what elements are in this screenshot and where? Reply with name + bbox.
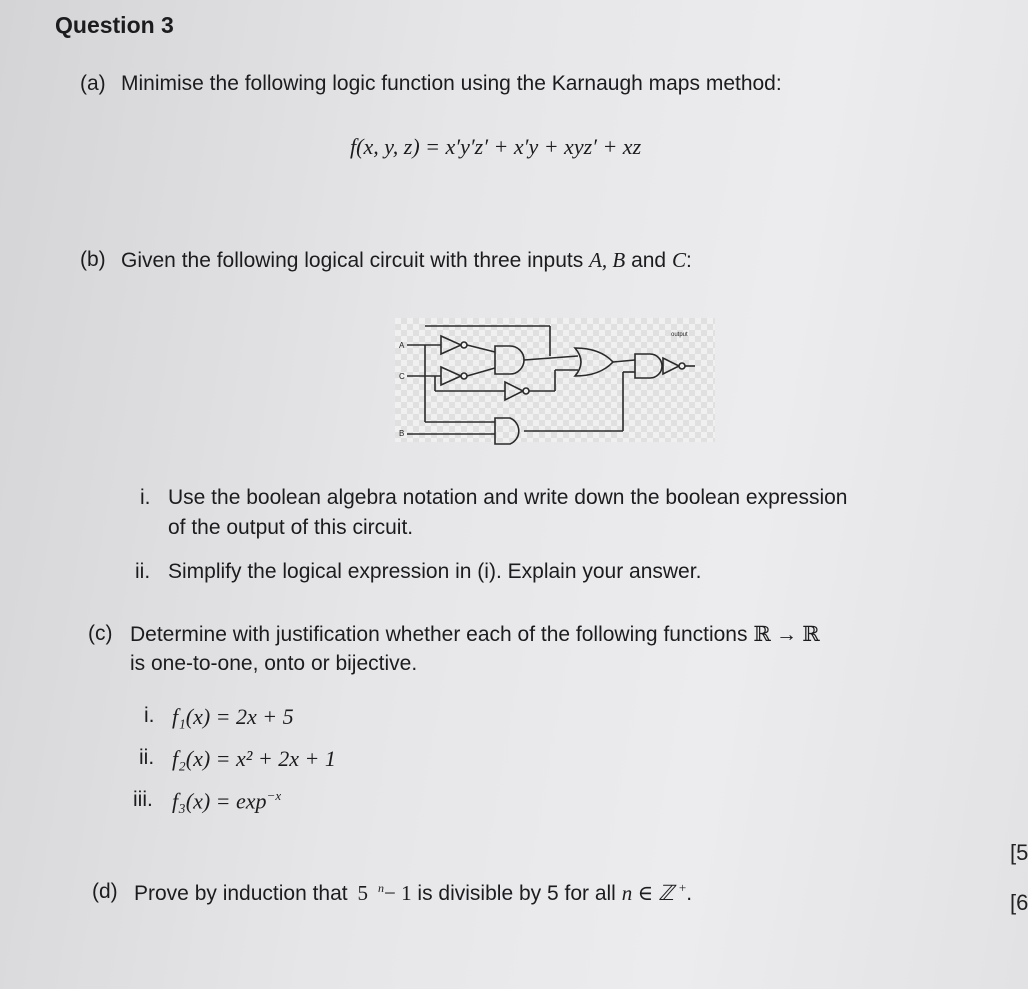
not-gate-2 [441, 367, 461, 385]
margin-mark-2: [6 [1010, 890, 1028, 915]
part-d-label: (d) [92, 880, 118, 903]
part-c-item-iii-main: f₃(x) = exp [172, 788, 267, 814]
part-d-text: Prove by induction that [134, 882, 348, 905]
and-gate-2 [495, 418, 519, 444]
input-c-label: C [399, 372, 405, 381]
part-c-mapping: ℝ → ℝ [753, 622, 820, 646]
part-b-vars: A, B [589, 248, 626, 272]
and-gate-1 [495, 346, 524, 374]
part-a-text: Minimise the following logic function using the Karnaugh maps method: [121, 72, 782, 95]
or-gate [575, 348, 613, 376]
part-c-item-i-fn: f₁(x) = 2x + 5 [172, 704, 294, 729]
not-gate-output [663, 358, 679, 374]
part-d-base: 5 [357, 881, 368, 905]
part-c-line1: Determine with justification whether each of the following functions [130, 623, 748, 646]
part-c-item-ii-fn: f₂(x) = x² + 2x + 1 [172, 746, 336, 771]
part-b-colon: : [685, 249, 692, 272]
output-label: output [671, 332, 688, 338]
part-b-var-c: C [671, 248, 686, 272]
part-c-item-iii-label: iii. [133, 788, 153, 811]
margin-mark-1: [5 [1010, 840, 1028, 865]
part-c-item-ii-label: ii. [139, 746, 155, 769]
part-c-item-i-label: i. [144, 704, 155, 727]
part-d-mid: is divisible by 5 for all [417, 882, 616, 905]
logic-circuit-svg [395, 318, 715, 442]
part-c-line1-wrap [130, 622, 820, 647]
part-b-text: Given the following logical circuit with three inputs [121, 249, 584, 272]
question-title: Question 3 [55, 12, 174, 38]
input-b-label: B [399, 429, 405, 438]
part-b-item-i-line2: of the output of this circuit. [168, 516, 414, 539]
part-d-minus-one: − 1 [383, 881, 412, 905]
part-b-and: and [631, 249, 667, 272]
not-gate-1 [441, 336, 461, 354]
part-b-item-ii-label: ii. [135, 560, 151, 583]
part-d-period: . [686, 882, 693, 905]
part-a-formula: f(x, y, z) = x′y′z′ + x′y + xyz′ + xz [350, 134, 642, 159]
part-d-exp: n [377, 881, 384, 895]
and-gate-final [635, 354, 662, 378]
part-d-line [134, 880, 692, 906]
part-d-set: n ∈ ℤ [621, 881, 674, 905]
part-c-line2: is one-to-one, onto or bijective. [130, 652, 418, 675]
part-b-item-ii-line1: Simplify the logical expression in (i). Explain your answer. [168, 560, 702, 583]
logic-circuit-diagram [395, 318, 715, 442]
not-gate-3 [505, 382, 523, 400]
part-b-item-i-label: i. [140, 486, 151, 509]
input-a-label: A [399, 341, 405, 350]
part-b-item-i-line1: Use the boolean algebra notation and write down the boolean expression [168, 486, 848, 509]
part-b-label: (b) [80, 248, 106, 271]
part-c-item-iii-fn [172, 788, 281, 814]
part-a-label: (a) [80, 72, 106, 95]
part-c-label: (c) [88, 622, 113, 645]
part-b-intro [121, 248, 692, 273]
part-d-set-sup: + [678, 880, 687, 895]
part-c-item-iii-sup: −x [266, 788, 282, 803]
